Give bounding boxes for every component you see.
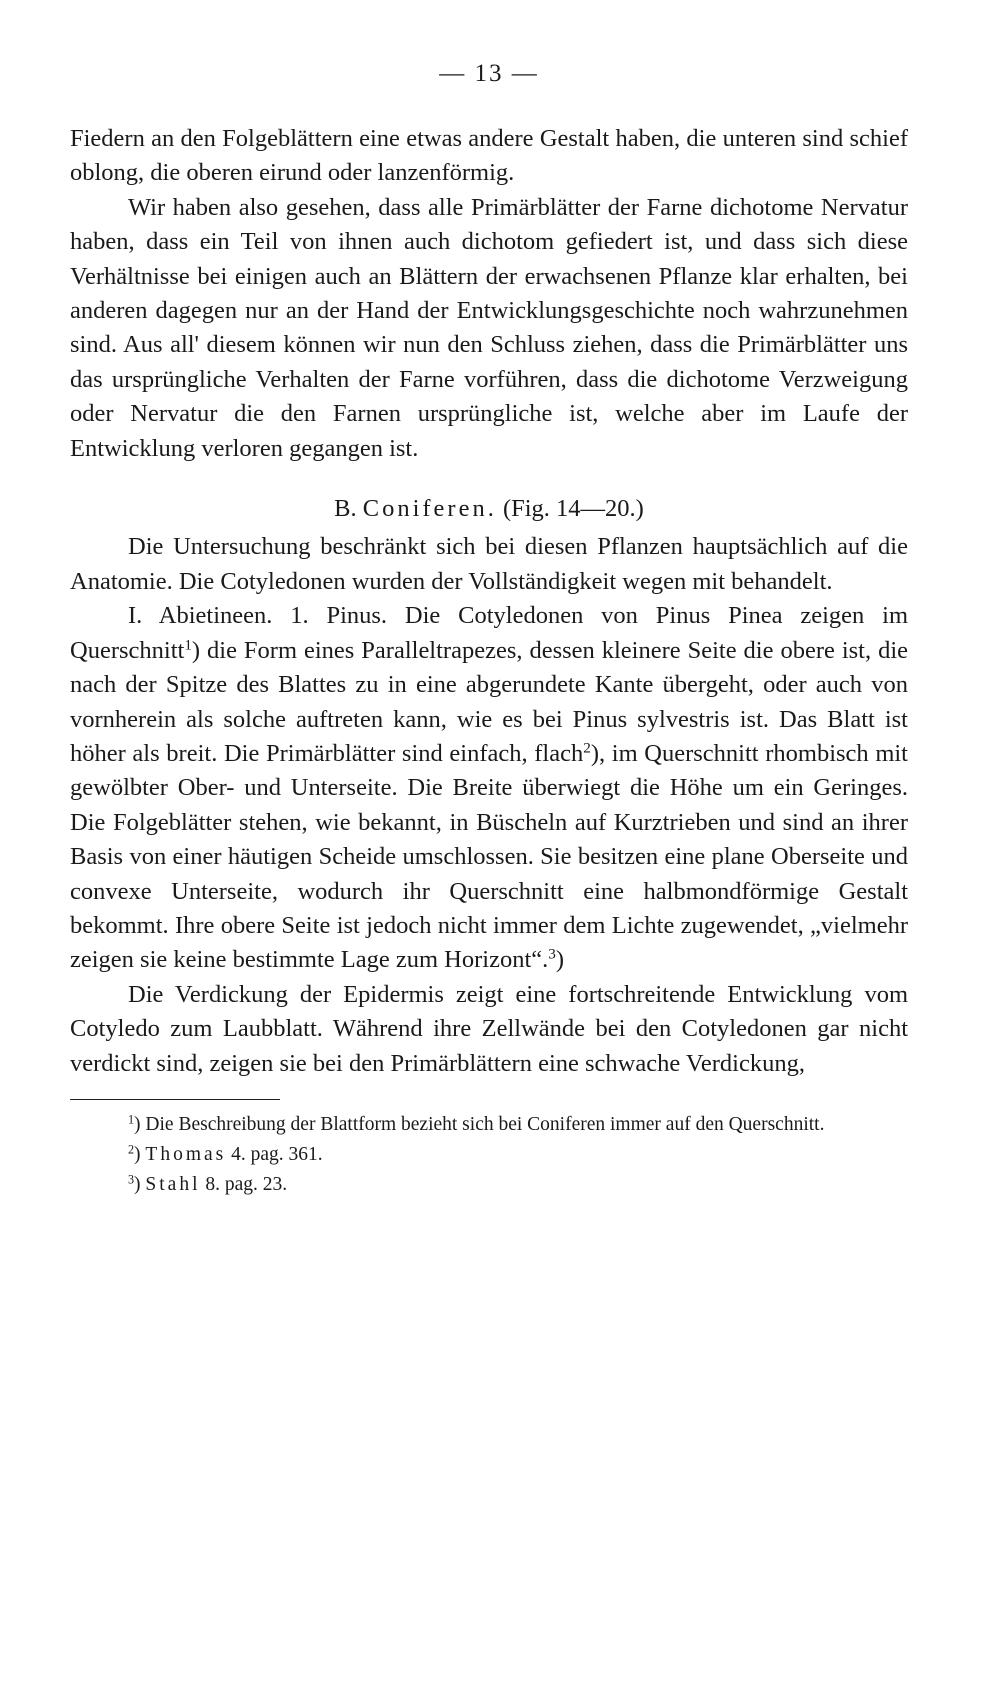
section-letter: B. [334,495,357,523]
paragraph-pinus [70,599,908,977]
paragraph-epidermis: Die Verdickung der Epidermis zeigt eine fortschreitende Entwicklung vom Cotyledo zum Laubblatt. Während ihre Zellwände bei den Cotyledonen gar nicht verdickt sind, zeigen sie bei den Primärblättern eine schwache Verdickung, [70,980,908,1077]
footnote-author: Thomas [145,1143,227,1165]
footnote-2: $^2$) Thomas 4. pag. 361. [128,1142,323,1165]
footnote-3: $^3$) Stahl 8. pag. 23. [128,1172,288,1195]
footnote-mark: 3 [128,1172,135,1187]
footnote-author: Stahl [145,1173,201,1195]
section-figure-reference: (Fig. 14—20.) [502,495,644,523]
footnote-ref-1: 1 [184,636,192,654]
footnote-ref-3: 3 [548,946,556,963]
footnotes [70,1110,908,1200]
footnote-1 [70,1110,908,1140]
footnote-text: 4. pag. 361. [226,1143,323,1165]
footnote-mark: 1 [128,1112,135,1127]
footnote-divider [70,1099,280,1100]
page [70,60,908,1200]
page-number: — 13 — [439,60,539,87]
section-heading [70,492,908,526]
footnote-ref-2: 2 [583,739,591,757]
pinus-text-part2: ) die Form eines Paralleltrapezes, dessen kleinere Seite die obere ist, die nach der Spitze des Blattes zu in eine abgerundete Kante übergeht, oder auch von vornherein als solche auftreten kann, wie es bei Pinus sylvestris ist. Das Blatt ist höher als breit. Die Primärblätter sind einfach, flach [70,636,908,767]
paragraph-primary-leaves-summary: Wir haben also gesehen, dass alle Primärblätter der Farne dichotome Nervatur haben, dass ein Teil von ihnen auch dichotom gefiedert ist, und dass sich diese Verhältnisse bei einigen auch an Blättern der erwachsenen Pflanze klar erhalten, bei anderen dagegen nur an der Hand der Entwicklungsgeschichte noch wahrzunehmen sind. Aus all' diesem können wir nun den Schluss ziehen, dass die Primärblätter uns das ursprüngliche Verhalten der Farne vorführen, dass die dichotome Verzweigung oder Nervatur die den Farnen ursprüngliche ist, welche aber im Laufe der Entwicklung verloren gegangen ist. [70,193,908,462]
paragraph-scope: Die Untersuchung beschränkt sich bei diesen Pflanzen hauptsächlich auf die Anatomie. Die Cotyledonen wurden der Vollständigkeit wegen mit behandelt. [70,533,908,595]
pinus-text-lead: I. Abietineen. 1. Pinus. Die Cotyledonen von Pinus Pinea zeigen im Querschnitt [70,602,908,664]
section-title: Coniferen. [362,495,497,523]
footnote-text: ) Die Beschreibung der Blattform bezieht sich bei Coniferen immer auf den Querschnitt. [134,1113,825,1135]
paragraph-continuation: Fiedern an den Folgeblättern eine etwas andere Gestalt haben, die unteren sind schief oblong, die oberen eirund oder lanzenförmig. [70,125,908,187]
footnote-text: 8. pag. 23. [200,1173,288,1195]
pinus-text-part4: ) [555,946,565,974]
pinus-text-part3: ), im Querschnitt rhombisch mit gewölbter Ober- und Unterseite. Die Breite überwiegt die Höhe um ein Geringes. Die Folgeblätter stehen, wie bekannt, in Büscheln auf Kurztrieben und sind an ihrer Basis von einer häutigen Scheide umschlossen. Sie besitzen eine plane Oberseite und convexe Unterseite, wodurch ihr Querschnitt eine halbmondförmige Gestalt bekommt. Ihre obere Seite ist jedoch nicht immer dem Lichte zugewendet, „vielmehr zeigen sie keine bestimmte Lage zum Horizont“. [70,739,908,974]
footnote-mark: 2 [128,1142,135,1157]
